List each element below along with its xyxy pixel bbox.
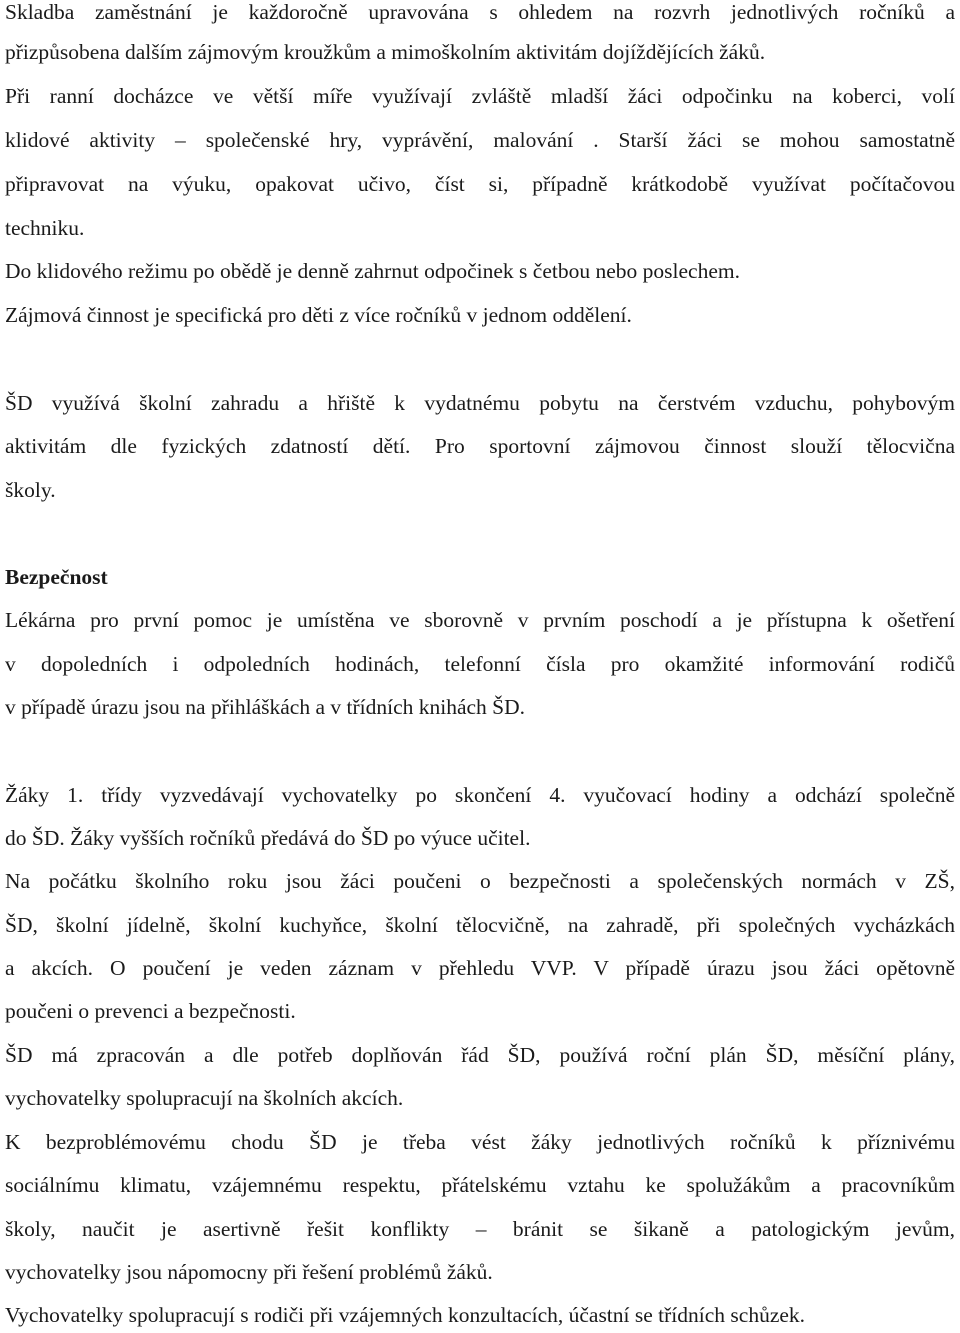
text-line: Na počátku školního roku jsou žáci poučeni o bezpečnosti a společenských normách v ZŠ, (5, 869, 955, 893)
text-line: ŠD využívá školní zahradu a hřiště k vydatnému pobytu na čerstvém vzduchu, pohybovým (5, 391, 955, 415)
text-line: připravovat na výuku, opakovat učivo, číst si, případně krátkodobě využívat počítačovou (5, 172, 955, 196)
text-line: školy. (5, 478, 56, 502)
text-line: aktivitám dle fyzických zdatností dětí. Pro sportovní zájmovou činnost slouží tělocvična (5, 434, 955, 458)
text-line: Vychovatelky spolupracují s rodiči při vzájemných konzultacích, účastní se třídních schůzek. (5, 1303, 806, 1327)
text-line: Lékárna pro první pomoc je umístěna ve sborovně v prvním poschodí a je přístupna k ošetření (5, 608, 955, 632)
text-line: v případě úrazu jsou na přihláškách a v třídních knihách ŠD. (5, 695, 526, 719)
text-line: poučeni o prevenci a bezpečnosti. (5, 999, 296, 1023)
text-line: do ŠD. Žáky vyšších ročníků předává do ŠD po výuce učitel. (5, 826, 531, 850)
text-line: přizpůsobena dalším zájmovým kroužkům a mimoškolním aktivitám dojíždějících žáků. (5, 40, 766, 64)
text-line: sociálnímu klimatu, vzájemnému respektu, přátelskému vztahu ke spolužákům a pracovníkům (5, 1173, 955, 1197)
text-line: v dopoledních i odpoledních hodinách, telefonní čísla pro okamžité informování rodičů (5, 652, 955, 676)
text-line: K bezproblémovému chodu ŠD je třeba vést žáky jednotlivých ročníků k příznivému (5, 1130, 955, 1154)
text-line: Skladba zaměstnání je každoročně upravována s ohledem na rozvrh jednotlivých ročníků a (5, 0, 955, 24)
text-line: Zájmová činnost je specifická pro děti z více ročníků v jednom oddělení. (5, 303, 632, 327)
text-line: techniku. (5, 216, 85, 240)
text-line: ŠD, školní jídelně, školní kuchyňce, školní tělocvičně, na zahradě, při společných vycházkách (5, 913, 955, 937)
text-line: Při ranní docházce ve větší míře využívají zvláště mladší žáci odpočinku na koberci, volí (5, 84, 955, 108)
text-line: Žáky 1. třídy vyzvedávají vychovatelky po skončení 4. vyučovací hodiny a odchází společně (5, 783, 955, 807)
text-line: a akcích. O poučení je veden záznam v přehledu VVP. V případě úrazu jsou žáci opětovně (5, 956, 955, 980)
text-line: ŠD má zpracován a dle potřeb doplňován řád ŠD, používá roční plán ŠD, měsíční plány, (5, 1043, 955, 1067)
text-line: vychovatelky jsou nápomocny při řešení problémů žáků. (5, 1260, 493, 1284)
text-line: školy, naučit je asertivně řešit konflikty – bránit se šikaně a patologickým jevům, (5, 1217, 955, 1241)
text-line: klidové aktivity – společenské hry, vyprávění, malování . Starší žáci se mohou samostatně (5, 128, 955, 152)
text-line: vychovatelky spolupracují na školních akcích. (5, 1086, 404, 1110)
section-heading: Bezpečnost (5, 565, 108, 589)
text-line: Do klidového režimu po obědě je denně zahrnut odpočinek s četbou nebo poslechem. (5, 259, 740, 283)
